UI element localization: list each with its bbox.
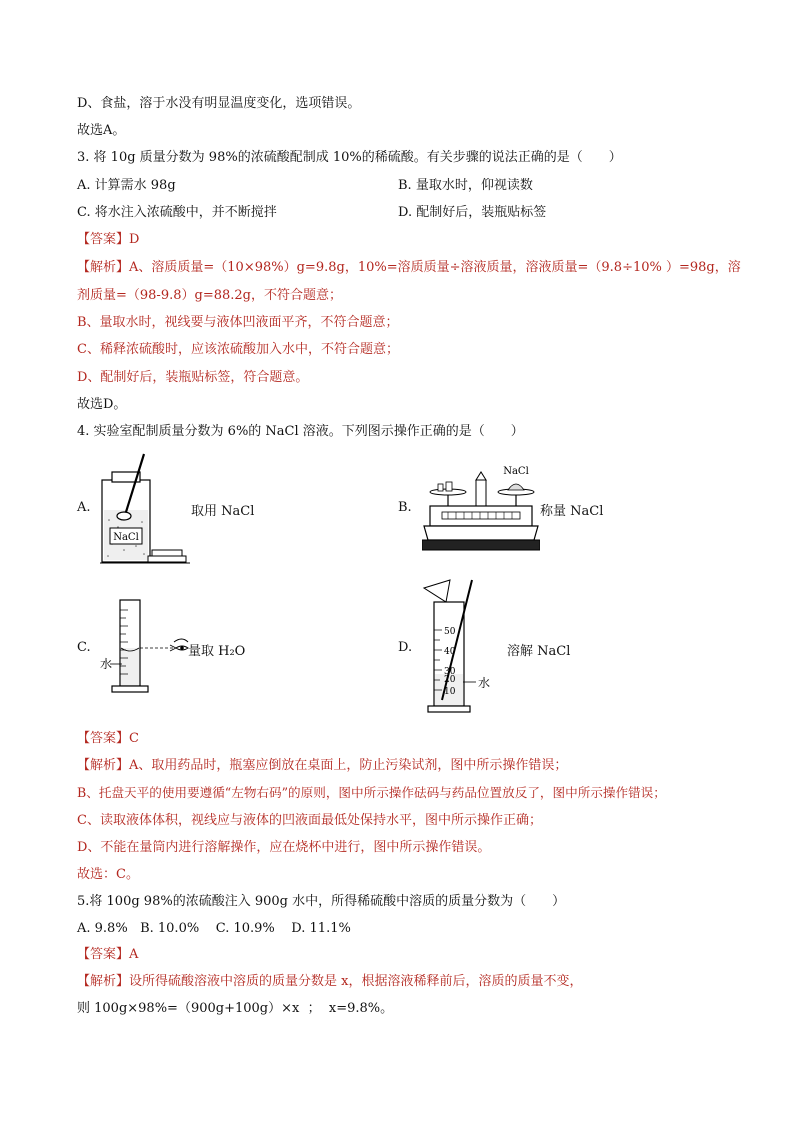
figure-d-scale-50: 50: [444, 627, 456, 637]
q4-analysis-line: B、托盘天平的使用要遵循“左物右码”的原则，图中所示操作砝码与药品位置放反了，图中所示操作错误；: [77, 785, 666, 800]
q3-stem: 3. 将 10g 质量分数为 98%的浓硫酸配制成 10%的稀硫酸。有关步骤的说法正确的是（ ）: [77, 150, 622, 165]
q4-stem: 4. 实验室配制质量分数为 6%的 NaCl 溶液。下列图示操作正确的是（ ）: [77, 424, 524, 439]
figure-c-caption: 量取 H₂O: [188, 644, 246, 659]
q4-conclusion: 故选：C。: [77, 867, 139, 882]
q3-analysis-line: C、稀释浓硫酸时，应该浓硫酸加入水中，不符合题意；: [77, 342, 399, 357]
figure-b-balance: [422, 462, 540, 554]
q5-analysis-line: [77, 973, 582, 991]
figure-d-letter: D.: [398, 640, 413, 655]
figure-b-letter: B.: [398, 500, 412, 515]
q2-conclusion: 故选A。: [77, 123, 126, 138]
figure-d-cylinder-dissolving: [420, 578, 500, 716]
q4-analysis-line: 【解析】A、取用药品时，瓶塞应倒放在桌面上，防止污染试剂，图中所示操作错误；: [77, 758, 568, 773]
q3-option-c: C. 将水注入浓硫酸中，并不断搅拌: [77, 205, 277, 220]
figure-d-scale-30: 30: [444, 667, 456, 677]
q5-stem: 5.将 100g 98%的浓硫酸注入 900g 水中，所得稀硫酸中溶质的质量分数为（ ）: [77, 894, 566, 909]
q4-answer: 【答案】C: [77, 731, 139, 746]
q3-option-a: A. 计算需水 98g: [77, 178, 176, 193]
figure-c-letter: C.: [77, 640, 91, 655]
q5-analysis-line: 则 100g×98%=（900g+100g）×x ； x=9.8%。: [77, 1001, 394, 1016]
figure-d-scale-10: 10: [444, 687, 456, 697]
figure-a-bottle-label: NaCl: [113, 532, 139, 543]
figure-d-water-label: 水: [478, 676, 491, 690]
figure-d-scale-40: 40: [444, 647, 456, 657]
q3-conclusion: 故选D。: [77, 397, 127, 412]
figure-a-bottle-spoon: [100, 452, 190, 567]
q5-options: A. 9.8% B. 10.0% C. 10.9% D. 11.1%: [77, 921, 351, 936]
q4-analysis-line: C、读取液体体积，视线应与液体的凹液面最低处保持水平，图中所示操作正确；: [77, 813, 542, 828]
q5-answer: 【答案】A: [77, 947, 139, 962]
q3-analysis-line: B、量取水时，视线要与液体凹液面平齐，不符合题意；: [77, 315, 399, 330]
figure-d-caption: 溶解 NaCl: [507, 644, 571, 659]
q3-analysis-line: 【解析】A、溶质质量=（10×98%）g=9.8g，10%=溶质质量÷溶液质量，溶液质量=（9.8÷10% ）=98g，溶: [77, 260, 741, 275]
figure-a-caption: 取用 NaCl: [191, 504, 255, 519]
q3-option-d: D. 配制好后，装瓶贴标签: [398, 205, 547, 220]
q5-analysis-text: 【解析】设所得硫酸溶液中溶质的质量分数是 x，根据溶液稀释前后，溶质的质量不变，: [77, 974, 583, 989]
q3-answer: 【答案】D: [77, 232, 140, 247]
q3-analysis-line: D、配制好后，装瓶贴标签，符合题意。: [77, 370, 309, 385]
figure-b-caption: 称量 NaCl: [540, 504, 604, 519]
q3-option-b: B. 量取水时，仰视读数: [398, 178, 533, 193]
figure-b-pan-label: NaCl: [503, 466, 529, 477]
figure-a-letter: A.: [77, 500, 91, 515]
q4-analysis-line: D、不能在量筒内进行溶解操作，应在烧杯中进行，图中所示操作错误。: [77, 840, 491, 855]
figure-c-water-label: 水: [100, 657, 113, 671]
figure-d-scale-20: 20: [444, 675, 456, 685]
q2-option-d-explanation: D、食盐，溶于水没有明显温度变化，选项错误。: [77, 96, 361, 111]
q3-analysis-line: 剂质量=（98-9.8）g=88.2g，不符合题意；: [77, 288, 342, 303]
